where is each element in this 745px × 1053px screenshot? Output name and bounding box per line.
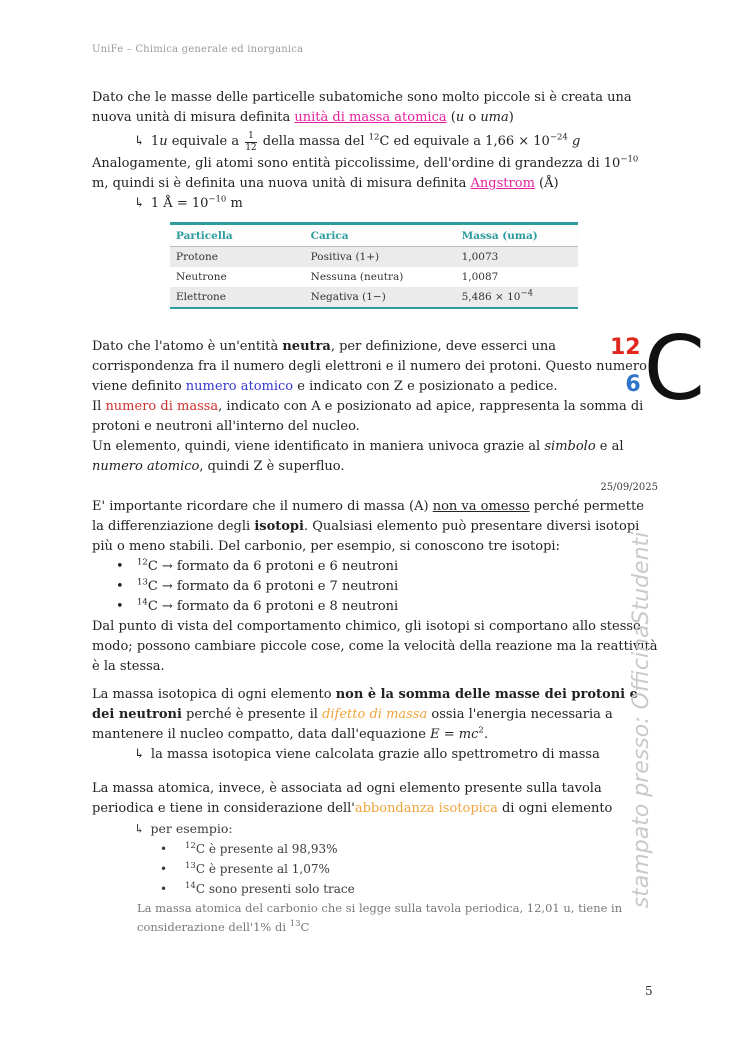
superscript: −10 [208, 194, 227, 205]
keyword-abbondanza-isotopica: abbondanza isotopica [354, 801, 498, 816]
text-run: C è presente al 1,07% [195, 862, 330, 876]
paragraph-angstrom [92, 154, 658, 194]
text-bold: isotopi [254, 519, 304, 534]
equation-variable: E [430, 727, 440, 742]
text-run: m [226, 196, 243, 211]
superscript: 13 [137, 577, 148, 588]
keyword-numero-atomico: numero atomico [185, 379, 294, 394]
paragraph-atomic-number [92, 337, 658, 397]
text-run: . Qualsiasi elemento può presentare diversi isotopi più o meno stabili. Del carbonio, per esempio, si conoscono tre isotopi: [92, 519, 640, 554]
superscript: 13 [185, 861, 196, 871]
paragraph-isotopes-intro [92, 497, 658, 557]
superscript: −4 [520, 288, 534, 299]
superscript: 12 [185, 841, 196, 851]
text-run: o [464, 110, 481, 125]
text-run: e indicato con Z e posizionato a pedice. [293, 379, 558, 394]
text-run: . [483, 727, 488, 742]
carbon-isotope-notation [610, 317, 706, 420]
abundance-list [92, 839, 658, 899]
list-item [92, 557, 658, 577]
text-italic: simbolo [544, 439, 596, 454]
text-run: la massa isotopica viene calcolata grazie allo spettrometro di massa [150, 747, 600, 762]
column-header-particella: Particella [170, 224, 305, 247]
text-run: di ogni elemento [497, 801, 613, 816]
superscript: 2 [478, 725, 484, 736]
particles-table [170, 222, 578, 309]
superscript: −10 [620, 154, 639, 165]
mass-number-superscript: 12 [610, 335, 641, 360]
list-item [92, 597, 658, 617]
text-run: C → formato da 6 protoni e 7 neutroni [147, 579, 399, 594]
paragraph-atomic-mass-unit [92, 88, 658, 128]
text-run: La massa atomica, invece, è associata ad ogni elemento presente sulla tavola periodica e tiene in considerazione dell' [92, 781, 602, 816]
note-periodic-table-mass [137, 899, 658, 937]
table-header-row [170, 224, 578, 247]
text-run: ) [508, 110, 514, 125]
example-label [92, 819, 658, 839]
text-run: (Å) [534, 176, 559, 191]
text-run: C [300, 920, 310, 934]
formula-angstrom-definition [92, 194, 658, 214]
text-run: ossia l'energia necessaria a mantenere il nucleo compatto, data dall'equazione [92, 707, 613, 742]
text-run: Analogamente, gli atomi sono entità piccolissime, dell'ordine di grandezza di 10 [92, 156, 621, 171]
column-header-carica: Carica [305, 224, 456, 247]
page-number: 5 [645, 984, 653, 998]
table-row [170, 247, 578, 268]
keyword-numero-di-massa: numero di massa [105, 399, 219, 414]
paragraph-chemical-behaviour: Dal punto di vista del comportamento chimico, gli isotopi si comportano allo stesso modo; possono cambiare piccole cose, come la velocità della reazione ma la reattività è la stessa. [92, 619, 658, 674]
text-italic: u [159, 134, 168, 149]
link-unita-di-massa-atomica[interactable]: unità di massa atomica [294, 110, 447, 125]
keyword-difetto-di-massa: difetto di massa [322, 707, 428, 722]
table-row [170, 287, 578, 308]
text-italic: u [455, 110, 465, 125]
column-header-massa: Massa (uma) [456, 224, 578, 247]
text-italic: numero atomico [92, 459, 200, 474]
lecture-date: 25/09/2025 [600, 482, 658, 493]
text-run: , indicato con A e posizionato ad apice, rappresenta la somma di protoni e neutroni all'interno del nucleo. [92, 399, 644, 434]
text-run: perché è presente il [181, 707, 323, 722]
cell-mass: $5,486 \times 10^{-4}$ [456, 287, 578, 308]
hook-arrow-icon: ↳ [134, 196, 145, 211]
link-angstrom[interactable]: Angstrom [470, 176, 535, 191]
list-item [92, 859, 658, 879]
carbon-numbers [610, 332, 641, 396]
text-run: Dato che l'atomo è un'entità [92, 339, 283, 354]
text-run: Dato che le masse delle particelle subatomiche sono molto piccole si è creata una nuova unità di misura definita [92, 90, 632, 125]
text-run: 1 Å = 10 [150, 196, 209, 211]
text-italic: uma [480, 110, 509, 125]
watermark-officinastudenti: stampato presso: OfficinaStudenti [629, 531, 654, 909]
text-run: C → formato da 6 protoni e 6 neutroni [147, 559, 399, 574]
note-mass-spectrometer [92, 745, 658, 765]
text-run: E' importante ricordare che il numero di massa (A) [92, 499, 433, 514]
table-row [170, 267, 578, 287]
text-bold: non è la somma delle masse dei protoni e dei neutroni [92, 687, 638, 722]
text-run: C è presente al 98,93% [195, 842, 338, 856]
cell-charge: Positiva (1+) [305, 247, 456, 268]
equation-variable: mc [458, 727, 479, 742]
superscript: 14 [137, 597, 148, 608]
text-run: m, quindi si è definita una nuova unità di misura definita [92, 176, 471, 191]
hook-arrow-icon: ↳ [134, 821, 145, 836]
superscript: 14 [185, 881, 196, 891]
text-run: Un elemento, quindi, viene identificato in maniera univoca grazie al [92, 439, 545, 454]
cell-particle: Neutrone [176, 271, 227, 283]
text-run: perché permette la differenziazione degli [92, 499, 644, 534]
atomic-number-subscript: 6 [625, 372, 641, 397]
course-header: UniFe – Chimica generale ed inorganica [92, 44, 304, 55]
text-run: , per definizione, deve esserci una corrispondenza fra il numero degli elettroni e il numero dei protoni. Questo numero viene definito [92, 339, 647, 394]
page-content [92, 88, 658, 937]
cell-mass: 1,0073 [456, 247, 578, 268]
formula-amu-definition [92, 130, 658, 154]
superscript: 13 [289, 919, 301, 930]
text-run: equivale a [167, 134, 244, 149]
superscript: 12 [368, 132, 380, 143]
list-item [92, 839, 658, 859]
cell-charge: Negativa (1−) [305, 287, 456, 308]
text-run: e al [595, 439, 624, 454]
text-underline: non va omesso [432, 499, 530, 514]
equation-sign: = [439, 727, 459, 742]
superscript: −24 [549, 132, 568, 143]
hook-arrow-icon: ↳ [134, 747, 145, 762]
paragraph-element-identification [92, 437, 658, 477]
fraction-one-twelfth: $\frac{1}{12}$ [245, 131, 257, 153]
list-item [92, 577, 658, 597]
cell-particle: Protone [170, 247, 305, 268]
text-italic: g [571, 134, 581, 149]
text-run: , quindi Z è superfluo. [199, 459, 345, 474]
superscript: 12 [137, 557, 148, 568]
text-run: La massa isotopica di ogni elemento [92, 687, 336, 702]
text-run: C ed equivale a 1,66 × 10 [379, 134, 550, 149]
text-run: per esempio: [150, 821, 233, 836]
text-run: Il [92, 399, 106, 414]
hook-arrow-icon: ↳ [134, 134, 145, 149]
text-bold: neutra [282, 339, 331, 354]
paragraph-isotopic-mass [92, 685, 658, 745]
paragraph-mass-number [92, 397, 658, 437]
text-run: 1 [150, 134, 160, 149]
cell-particle: Elettrone [170, 287, 305, 308]
text-run: C → formato da 6 protoni e 8 neutroni [147, 599, 399, 614]
carbon-element-symbol: C [643, 317, 706, 420]
text-run: C sono presenti solo trace [195, 882, 355, 896]
cell-charge: Nessuna (neutra) [310, 271, 404, 283]
text-run: La massa atomica del carbonio che si legge sulla tavola periodica, 12,01 u, tiene in considerazione dell'1% di [137, 901, 623, 934]
paragraph-atomic-mass [92, 779, 658, 819]
text-run: ( [446, 110, 456, 125]
cell-mass: 1,0087 [461, 271, 499, 283]
text-run: della massa del [258, 134, 369, 149]
list-item [92, 879, 658, 899]
isotope-list [92, 557, 658, 617]
